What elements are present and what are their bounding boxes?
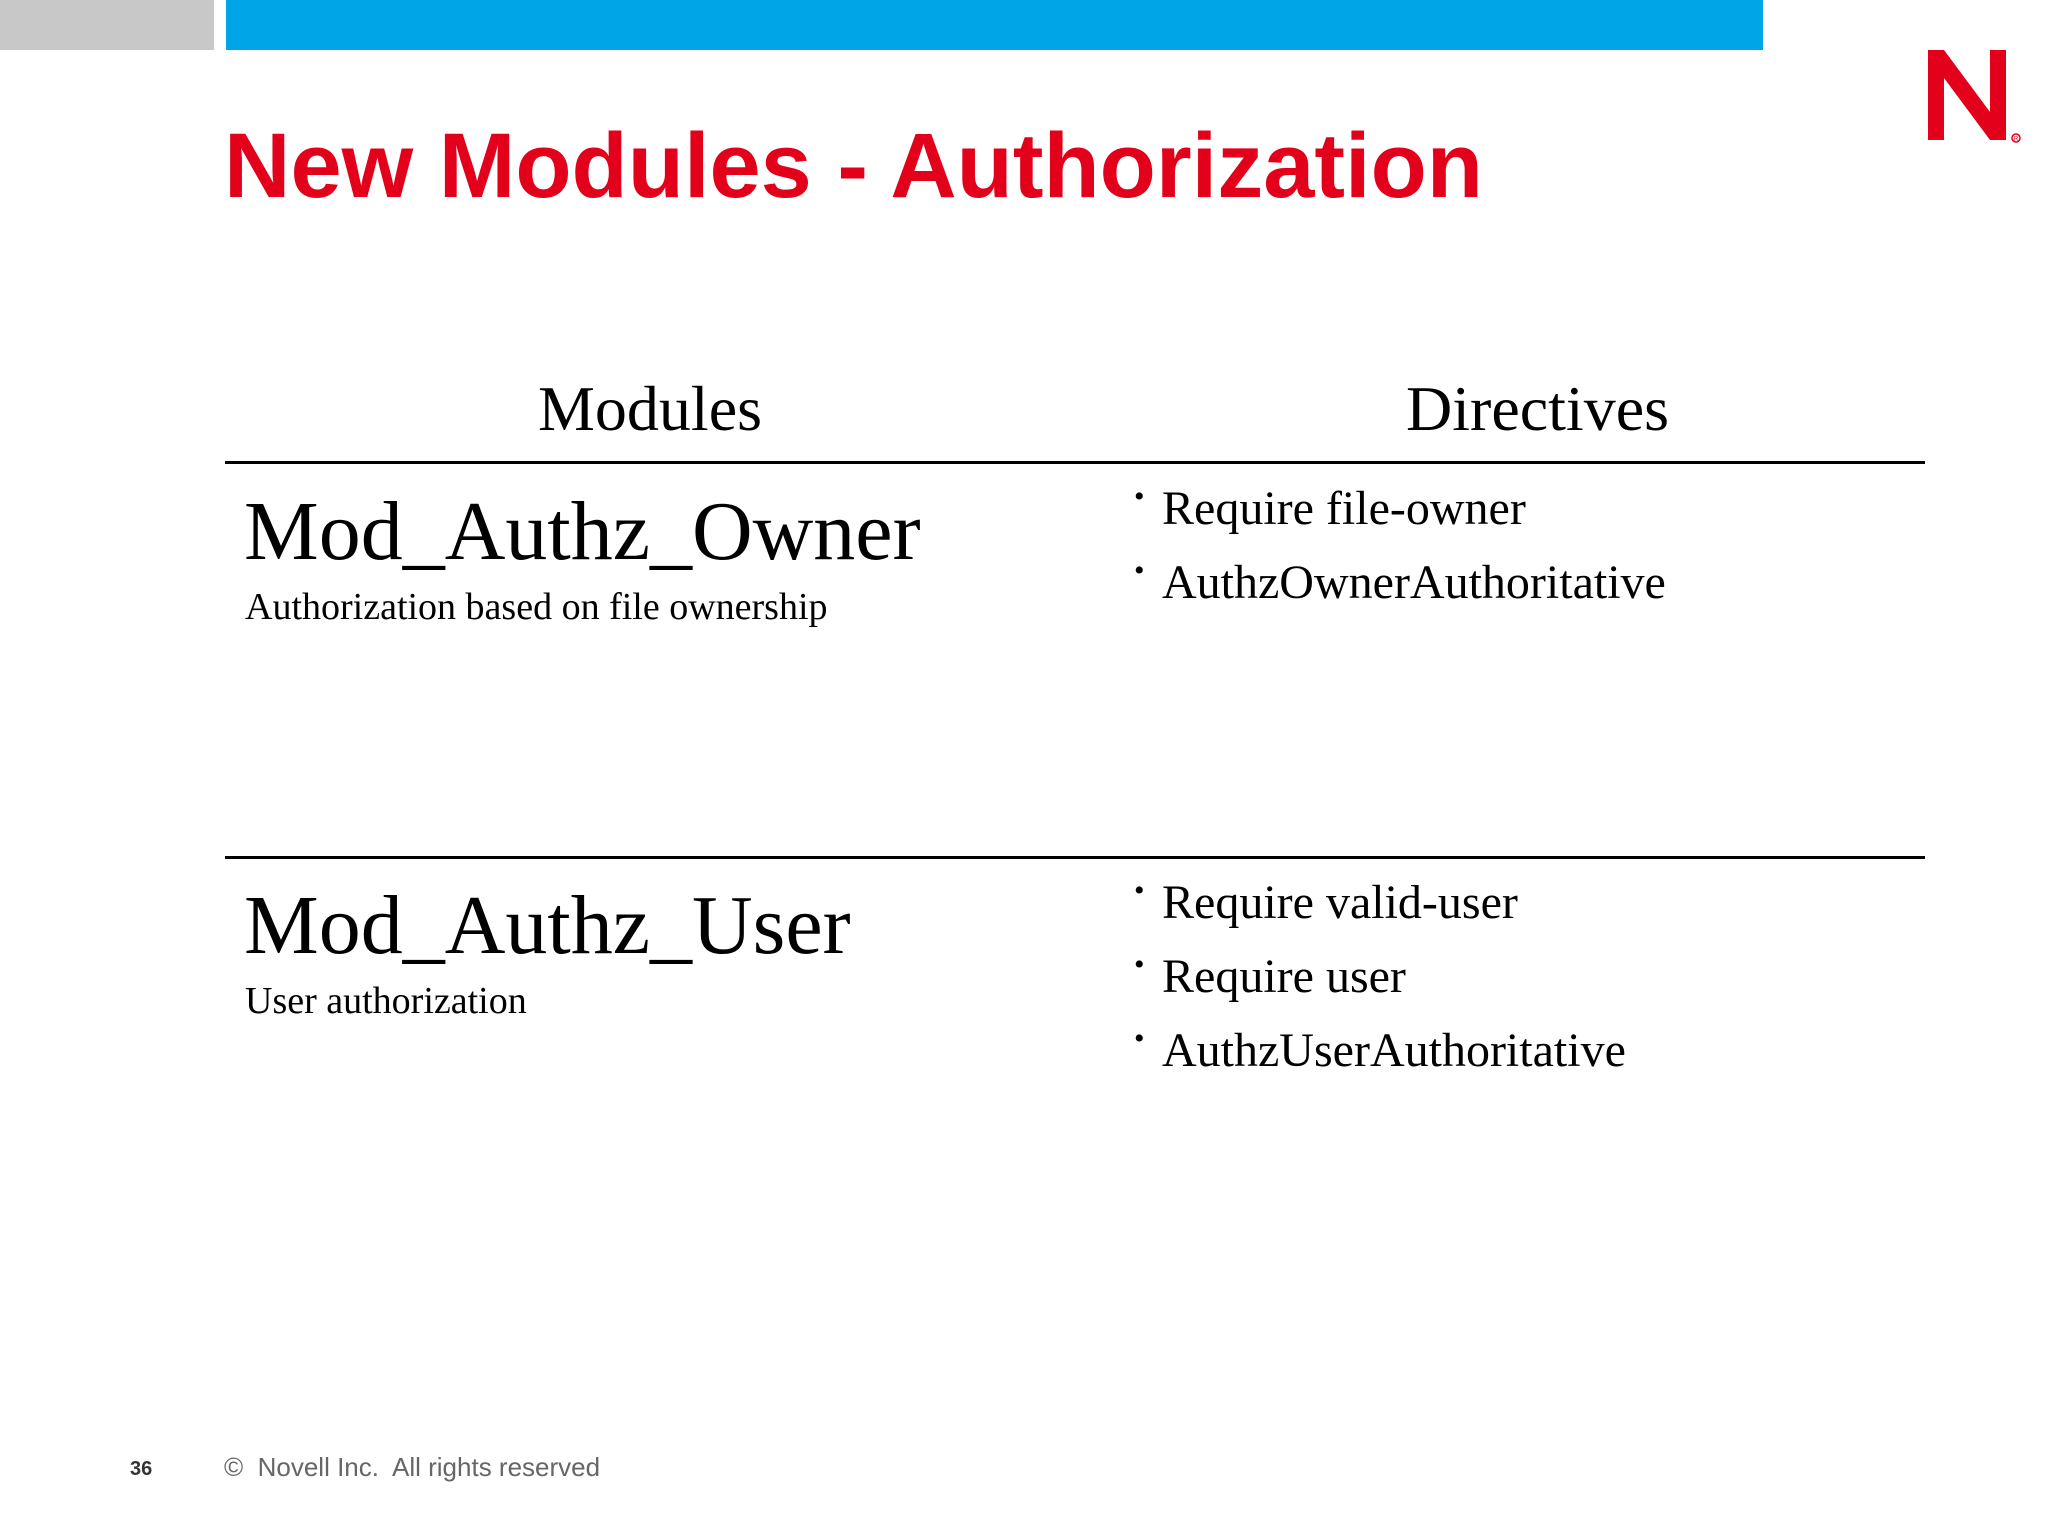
module-name: Mod_Authz_Owner — [244, 485, 921, 578]
bullet-icon: • — [1134, 554, 1145, 587]
bullet-icon: • — [1134, 480, 1145, 513]
directive-list — [1134, 866, 1626, 1088]
svg-text:R: R — [2013, 136, 2019, 143]
column-header-directives: Directives — [1406, 373, 1669, 444]
module-name: Mod_Authz_User — [244, 879, 851, 972]
slide-number: 36 — [130, 1458, 153, 1480]
module-description: User authorization — [245, 980, 527, 1022]
directive-item: • AuthzUserAuthoritative — [1134, 1014, 1626, 1088]
directive-item: • Require user — [1134, 940, 1626, 1014]
page-title: New Modules - Authorization — [224, 115, 1483, 217]
column-header-modules: Modules — [538, 373, 762, 444]
directive-item: • Require file-owner — [1134, 472, 1666, 546]
directive-list — [1134, 472, 1666, 620]
novell-n-logo-icon — [1924, 46, 2024, 146]
header-gray-bar — [0, 0, 214, 50]
copyright-notice: © Novell Inc. All rights reserved — [224, 1452, 601, 1482]
directive-item: • AuthzOwnerAuthoritative — [1134, 546, 1666, 620]
module-description: Authorization based on file ownership — [245, 586, 828, 628]
bullet-icon: • — [1134, 1022, 1145, 1055]
bullet-icon: • — [1134, 874, 1145, 907]
table-divider — [225, 461, 1925, 464]
table-divider — [225, 856, 1925, 859]
bullet-icon: • — [1134, 948, 1145, 981]
header-blue-bar — [226, 0, 1763, 50]
directive-item: • Require valid-user — [1134, 866, 1626, 940]
